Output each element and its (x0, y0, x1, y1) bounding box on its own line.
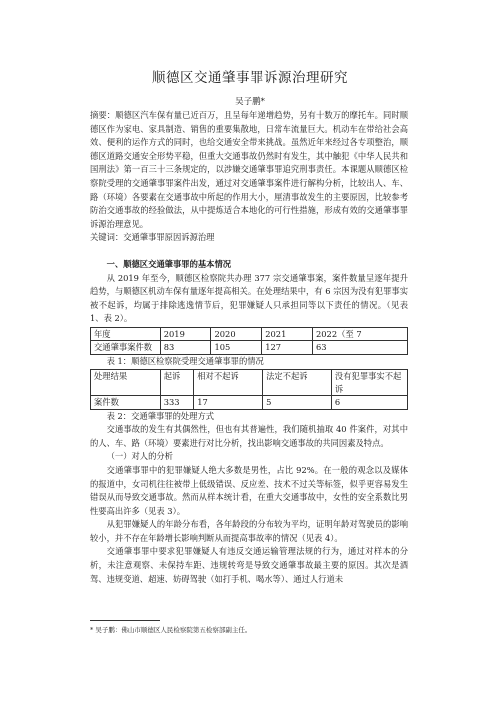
section-paragraph: 交通事故的发生有其偶然性，但也有其普遍性，我们随机抽取 40 件案件，对其中的人、车、路（环境）要素进行对比分析，找出影响交通事故的共同因素及特点。 (90, 424, 408, 448)
table-cell: 63 (312, 341, 407, 354)
table-cell: 相对不起诉 (194, 370, 263, 396)
paper-title: 顺德区交通肇事罪诉源治理研究 (152, 70, 348, 86)
table-cell: 案件数 (91, 396, 161, 409)
subsection-heading: （一）对人的分析 (106, 451, 173, 462)
paper-body (90, 109, 408, 586)
table-row (91, 341, 408, 354)
table-cell: 17 (194, 396, 263, 409)
table-cell: 127 (262, 341, 313, 354)
table-cell: 105 (211, 341, 262, 354)
table-row (91, 396, 408, 409)
table-row (91, 327, 408, 340)
table-2 (90, 369, 408, 409)
section-paragraph: 交通肇事罪中的犯罪嫌疑人绝大多数是男性，占比 92%。在一般的观念以及媒体的报道中，女司机往往被带上低级错误、反应差、技术不过关等标签，似乎更容易发生错误从而导致交通事故。然而从样本统计看，在重大交通事故中，女性的安全系数比男性要高出许多（见表 3）。 (90, 464, 408, 516)
table-cell: 2021 (262, 327, 313, 340)
section-paragraph: 交通肇事罪中要求犯罪嫌疑人有违反交通运输管理法规的行为，通过对样本的分析，未注意观察、未保持车距、违规转弯是导致交通肇事故最主要的原因。其次是酒驾、违规变道、超速、妨碍驾驶（如打手机、喝水等）、通过人行道未 (90, 546, 408, 584)
section-paragraph: 从 2019 年至今，顺德区检察院共办理 377 宗交通肇事案，案件数量呈逐年提升趋势，与顺德区机动车保有量逐年提高相关。在处理结果中，有 6 宗因为没有犯罪事实被不起诉，均属于排除逃逸情节后，犯罪嫌疑人只承担同等以下责任的情况。（见表 1、表 2）。 (90, 272, 408, 324)
table-1 (90, 327, 408, 355)
table-row (91, 370, 408, 396)
paper-author: 吴子鹏* (235, 97, 265, 107)
table-caption: 表 1：顺德区检察院受理交通肇事罪的情况 (106, 355, 264, 366)
footnote-divider (90, 620, 160, 621)
keywords: 关键词：交通肇事罪原因诉源治理 (90, 232, 215, 243)
section-heading: 一、顺德区交通肇事罪的基本情况 (106, 258, 232, 269)
table-cell: 交通肇事案件数 (91, 341, 161, 354)
table-cell: 83 (160, 341, 211, 354)
table-cell: 年度 (91, 327, 161, 340)
table-cell: 2022（至 7 (312, 327, 407, 340)
table-cell: 6 (331, 396, 407, 409)
abstract: 摘要：顺德区汽车保有量已近百万，且呈每年递增趋势，另有十数万的摩托车。同时顺德区作为家电、家具制造、销售的重要集散地，日常车流量巨大。机动车在带给社会高效、便利的运作方式的同时，也给交通安全带来挑战。虽然近年来经过各专项整治，顺德区道路交通安全形势平稳，但重大交通事故仍然时有发生，其中触犯《中华人民共和国刑法》第一百三十三条规定的，以涉嫌交通肇事罪追究刑事责任。本课题从顺德区检察院受理的交通肇事罪案件出发，通过对交通肇事案件进行解构分析，比较出人、车、路（环境）各要素在交通事故中所起的作用大小，厘清事故发生的主要原因，比较参考防治交通事故的经验做法，从中提炼适合本地化的可行性措施，形成有效的交通肇事罪诉源治理意见。 (90, 110, 408, 229)
table-cell: 法定不起诉 (263, 370, 332, 396)
table-cell: 2020 (211, 327, 262, 340)
table-cell: 5 (263, 396, 332, 409)
section-paragraph: 从犯罪嫌疑人的年龄分布看，各年龄段的分布较为平均，证明年龄对驾驶员的影响较小，并不存在年龄增长影响判断从而提高事故率的情况（见表 4）。 (90, 519, 408, 543)
table-cell: 处理结果 (91, 370, 161, 396)
table-cell: 333 (160, 396, 194, 409)
footnote: * 吴子鹏：佛山市顺德区人民检察院第五检察部副主任。 (90, 626, 252, 634)
table-cell: 2019 (160, 327, 211, 340)
table-caption: 表 2：交通肇事罪的处理方式 (106, 410, 215, 421)
table-cell: 没有犯罪事实不起诉 (331, 370, 407, 396)
table-cell: 起诉 (160, 370, 194, 396)
